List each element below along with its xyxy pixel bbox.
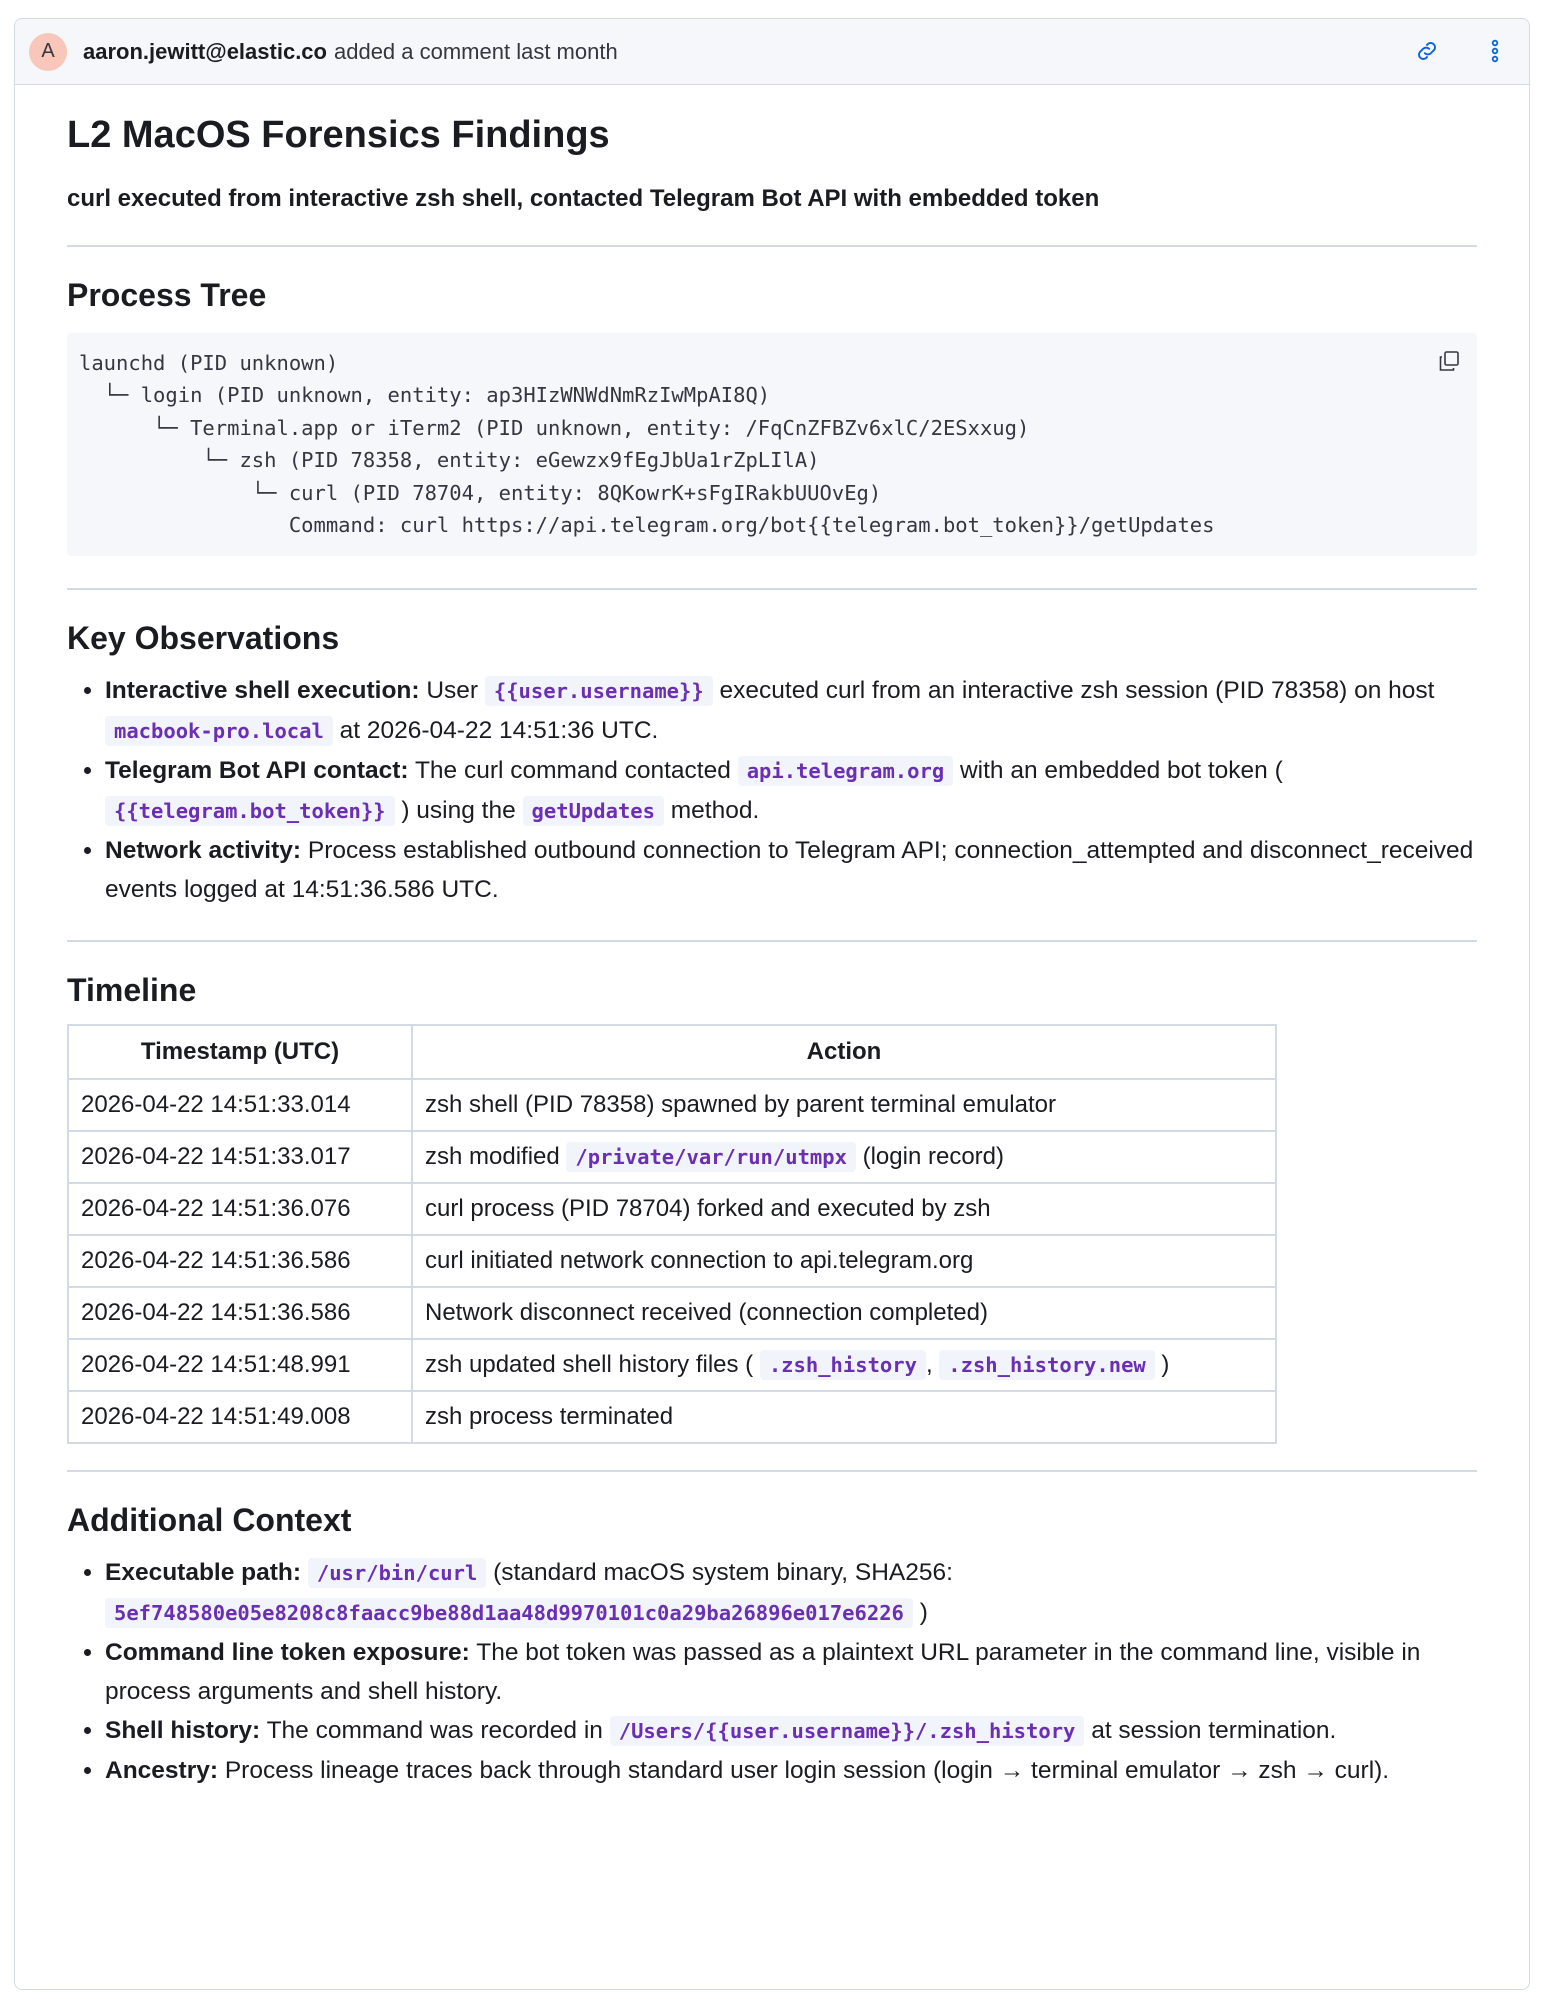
code-line: └─ Terminal.app or iTerm2 (PID unknown, entity: /FqCnZFBZv6xlC/2ESxxug): [79, 415, 1030, 440]
table-row: [68, 1183, 1276, 1235]
inline-code: .zsh_history.new: [939, 1350, 1154, 1380]
process-tree-heading: Process Tree: [67, 276, 267, 313]
inline-code: 5ef748580e05e8208c8faacc9be88d1aa48d9970101c0a29ba26896e017e6226: [105, 1598, 913, 1628]
inline-code: {{telegram.bot_token}}: [105, 796, 395, 826]
action-text: curl initiated network connection to api.telegram.org: [425, 1246, 974, 1274]
process-tree-codeblock: [67, 333, 1477, 556]
item-text: at session termination.: [1084, 1716, 1337, 1744]
page-subtitle: curl executed from interactive zsh shell, contacted Telegram Bot API with embedded token: [67, 184, 1100, 212]
list-item: [105, 1553, 1477, 1633]
item-text: with an embedded bot token (: [953, 756, 1283, 784]
action-text: ,: [925, 1350, 940, 1378]
item-label: Network activity:: [105, 836, 302, 864]
action-text: ): [1154, 1350, 1170, 1378]
code-line: └─ curl (PID 78704, entity: 8QKowrK+sFgIRakbUUOvEg): [79, 480, 882, 505]
inline-code: /private/var/run/utmpx: [566, 1142, 856, 1172]
item-label: Shell history:: [105, 1716, 261, 1744]
divider: [67, 245, 1477, 247]
timestamp-cell: 2026-04-22 14:51:36.586: [68, 1235, 412, 1287]
more-vertical-icon[interactable]: [1481, 37, 1509, 65]
timestamp-cell: 2026-04-22 14:51:49.008: [68, 1391, 412, 1443]
action-cell: [412, 1079, 1276, 1131]
item-text: The command was recorded in: [260, 1716, 610, 1744]
table-row: [68, 1235, 1276, 1287]
comment-card: [14, 18, 1530, 1990]
action-text: zsh shell (PID 78358) spawned by parent terminal emulator: [425, 1090, 1056, 1118]
item-text: executed curl from an interactive zsh session (PID 78358) on host: [712, 676, 1435, 704]
item-label: Interactive shell execution:: [105, 676, 420, 704]
inline-code: /Users/{{user.username}}/.zsh_history: [610, 1716, 1085, 1746]
item-text: The curl command contacted: [408, 756, 738, 784]
item-text: Process lineage traces back through standard user login session (login → terminal emulator → zsh → curl).: [218, 1756, 1390, 1784]
action-text: zsh process terminated: [425, 1402, 674, 1430]
item-text: User: [419, 676, 485, 704]
timestamp-cell: 2026-04-22 14:51:33.017: [68, 1131, 412, 1183]
table-row: [68, 1131, 1276, 1183]
list-item: [105, 1751, 1477, 1790]
comment-action-text: added a comment last month: [333, 38, 618, 64]
table-header-row: [68, 1025, 1276, 1079]
page-title: L2 MacOS Forensics Findings: [67, 114, 610, 156]
code-line: Command: curl https://api.telegram.org/bot{{telegram.bot_token}}/getUpdates: [79, 513, 1215, 538]
list-item: [105, 1633, 1477, 1711]
key-observations-heading: Key Observations: [67, 619, 340, 656]
divider: [67, 588, 1477, 590]
code-line: launchd (PID unknown): [79, 350, 339, 375]
item-text: Process established outbound connection to Telegram API; connection_attempted and disconnect_received events logged at 14:51:36.586 UTC.: [105, 836, 1474, 903]
table-row: [68, 1339, 1276, 1391]
action-cell: [412, 1235, 1276, 1287]
copy-icon[interactable]: [1437, 349, 1461, 383]
action-text: (login record): [855, 1142, 1004, 1170]
divider: [67, 1470, 1477, 1472]
action-cell: [412, 1131, 1276, 1183]
column-header-timestamp: Timestamp (UTC): [68, 1025, 412, 1079]
action-cell: [412, 1183, 1276, 1235]
item-text: The bot token was passed as a plaintext URL parameter in the command line, visible in process arguments and shell history.: [105, 1638, 1421, 1705]
item-label: Executable path:: [105, 1558, 302, 1586]
timestamp-cell: 2026-04-22 14:51:33.014: [68, 1079, 412, 1131]
inline-code: {{user.username}}: [485, 676, 713, 706]
divider: [67, 940, 1477, 942]
header-actions: [1413, 37, 1509, 65]
key-observations-list: [67, 671, 1477, 909]
item-text: at 2026-04-22 14:51:36 UTC.: [332, 716, 659, 744]
item-text: method.: [663, 796, 760, 824]
item-text: [301, 1559, 308, 1586]
table-row: [68, 1287, 1276, 1339]
action-cell: [412, 1287, 1276, 1339]
code-line: └─ login (PID unknown, entity: ap3HIzWNWdNmRzIwMpAI8Q): [79, 383, 771, 408]
link-icon[interactable]: [1413, 37, 1441, 65]
inline-code: getUpdates: [523, 796, 664, 826]
item-text: ) using the: [394, 796, 523, 824]
item-label: Command line token exposure:: [105, 1638, 470, 1666]
list-item: [105, 671, 1477, 751]
item-label: Telegram Bot API contact:: [105, 756, 409, 784]
item-text: (standard macOS system binary, SHA256:: [486, 1558, 953, 1586]
additional-context-heading: Additional Context: [67, 1501, 352, 1538]
column-header-action: Action: [412, 1025, 1276, 1079]
item-label: Ancestry:: [105, 1756, 219, 1784]
list-item: [105, 831, 1477, 909]
item-text: ): [912, 1598, 928, 1626]
timestamp-cell: 2026-04-22 14:51:36.586: [68, 1287, 412, 1339]
code-line: └─ zsh (PID 78358, entity: eGewzx9fEgJbUa1rZpLIlA): [79, 448, 820, 473]
timeline-heading: Timeline: [67, 971, 197, 1008]
comment-author[interactable]: aaron.jewitt@elastic.co: [83, 38, 327, 64]
comment-body: [15, 85, 1529, 1790]
inline-code: /usr/bin/curl: [308, 1558, 486, 1588]
table-row: [68, 1079, 1276, 1131]
timestamp-cell: 2026-04-22 14:51:48.991: [68, 1339, 412, 1391]
action-cell: [412, 1391, 1276, 1443]
inline-code: macbook-pro.local: [105, 716, 333, 746]
inline-code: api.telegram.org: [738, 756, 953, 786]
additional-context-list: [67, 1553, 1477, 1790]
avatar: A: [29, 33, 67, 71]
action-text: zsh updated shell history files (: [425, 1350, 760, 1378]
action-cell: [412, 1339, 1276, 1391]
table-row: [68, 1391, 1276, 1443]
action-text: curl process (PID 78704) forked and executed by zsh: [425, 1194, 991, 1222]
comment-header: [15, 19, 1529, 85]
inline-code: .zsh_history: [760, 1350, 926, 1380]
timeline-table: [67, 1024, 1277, 1444]
action-text: Network disconnect received (connection completed): [425, 1298, 988, 1326]
timestamp-cell: 2026-04-22 14:51:36.076: [68, 1183, 412, 1235]
list-item: [105, 1711, 1477, 1751]
list-item: [105, 751, 1477, 831]
action-text: zsh modified: [425, 1142, 567, 1170]
